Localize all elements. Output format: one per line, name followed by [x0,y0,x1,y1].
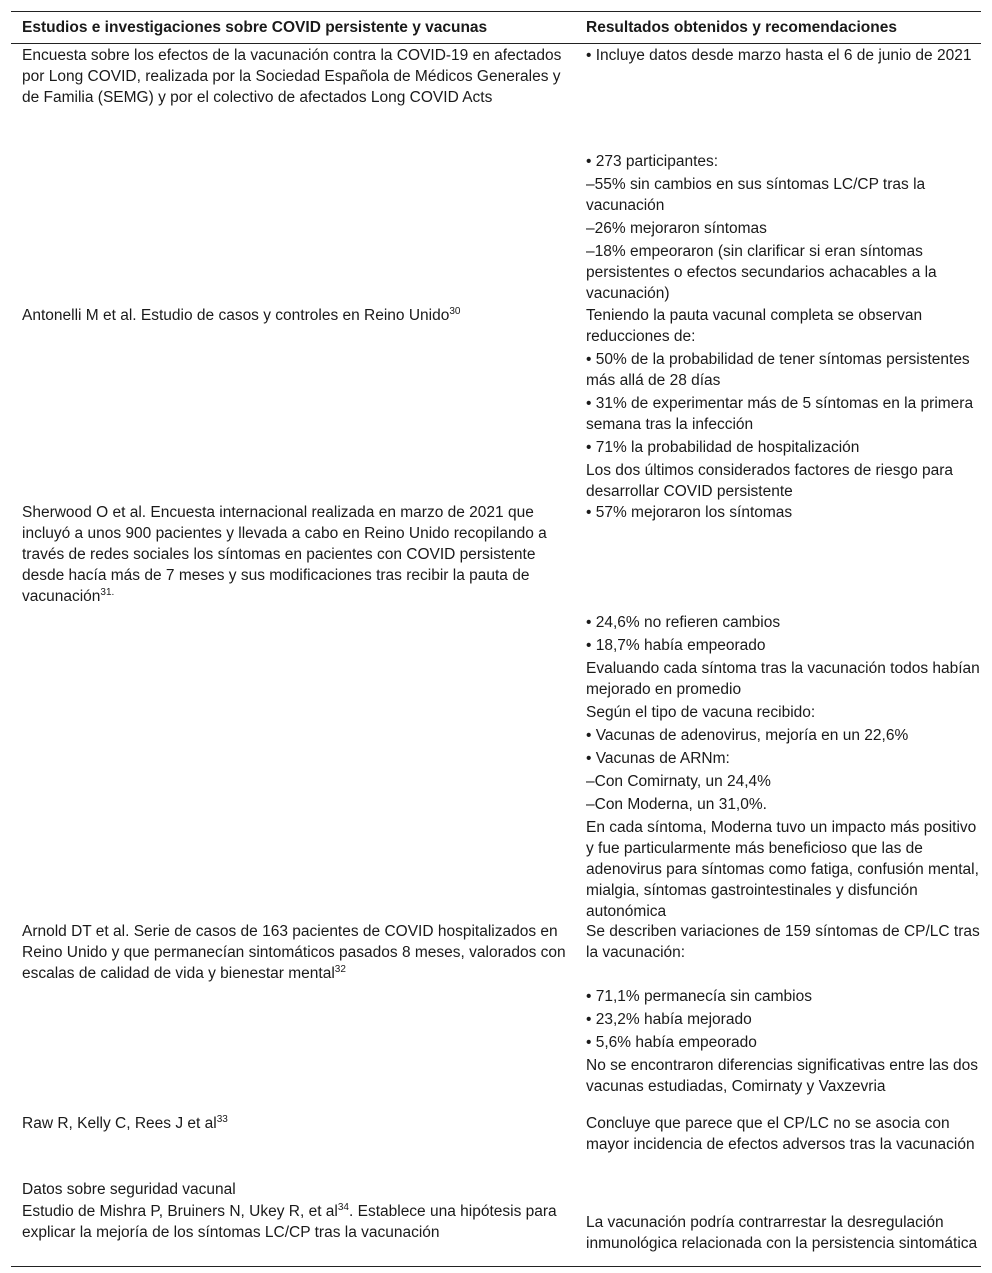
reference-sup: 32 [334,963,346,975]
result-line: • 273 participantes: [586,153,719,170]
reference-sup: 33 [216,1113,228,1125]
result-line: • 5,6% había empeorado [586,1034,757,1051]
study-cell [11,985,575,1112]
table-row [11,304,981,501]
table-row [11,1200,981,1266]
result-line: –Con Comirnaty, un 24,4% [586,773,771,790]
result-line: • Incluye datos desde marzo hasta el 6 de junio de 2021 [586,47,972,64]
result-line: Concluye que parece que el CP/LC no se asocia con mayor incidencia de efectos adversos tras la vacunación [586,1115,975,1153]
result-cell [575,44,981,150]
result-line: Según el tipo de vacuna recibido: [586,704,816,721]
study-text [22,305,575,326]
study-text [22,1113,575,1134]
result-cell [575,150,981,304]
study-cell [11,501,575,611]
result-line: En cada síntoma, Moderna tuvo un impacto más positivo y fue particularmente más beneficioso que las de adenovirus para síntomas como fatiga, confusión mental, mialgia, síntomas gastrointestinales y disfunción autonómica [586,819,979,920]
study-text-main: Antonelli M et al. Estudio de casos y controles en Reino Unido [22,307,450,324]
result-line: Los dos últimos considerados factores de riesgo para desarrollar COVID persistente [586,462,954,500]
result-line: Teniendo la pauta vacunal completa se observan reducciones de: [586,307,923,345]
result-line: Se describen variaciones de 159 síntomas de CP/LC tras la vacunación: [586,923,980,961]
table [11,11,981,1267]
study-text-main: Sherwood O et al. Encuesta internacional realizada en marzo de 2021 que incluyó a unos 900 pacientes y llevada a cabo en Reino Unido recopilando a través de redes sociales los síntomas en pacientes con COVID persistente desde hacía más de 7 meses y sus modificaciones tras recibir la pauta de vacunación [22,504,547,605]
study-text-tail: . Establece una hipótesis para explicar la mejoría de los síntomas LC/CP tras la vacunación [22,1203,557,1241]
study-text: Encuesta sobre los efectos de la vacunación contra la COVID-19 en afectados por Long COVID, realizada por la Sociedad Española de Médicos Generales y de Familia (SEMG) y por el colectivo de afectados Long COVID Acts [22,47,562,106]
result-line: Evaluando cada síntoma tras la vacunación todos habían mejorado en promedio [586,660,980,698]
study-text [22,1201,575,1243]
result-line: –55% sin cambios en sus síntomas LC/CP tras la vacunación [586,176,926,214]
study-text [22,921,575,984]
study-text-main: Raw R, Kelly C, Rees J et al [22,1115,217,1132]
result-cell [575,1200,981,1266]
study-cell [11,1200,575,1266]
result-line: • 23,2% había mejorado [586,1011,752,1028]
table-row [11,1178,981,1200]
result-cell [575,1112,981,1178]
result-cell [575,611,981,920]
result-line: No se encontraron diferencias significativas entre las dos vacunas estudiadas, Comirnaty y Vaxzevria [586,1057,979,1095]
result-line: • 24,6% no refieren cambios [586,614,781,631]
study-text [22,502,575,607]
reference-sup: 31. [100,586,115,598]
result-line: • Vacunas de ARNm: [586,750,730,767]
reference-sup: 30 [449,305,461,317]
result-line: • 18,7% había empeorado [586,637,766,654]
study-cell [11,1178,575,1200]
result-line: • 31% de experimentar más de 5 síntomas en la primera semana tras la infección [586,395,974,433]
study-cell [11,920,575,985]
study-text-main: Arnold DT et al. Serie de casos de 163 pacientes de COVID hospitalizados en Reino Unido y que permanecían sintomáticos pasados 8 meses, valorados con escalas de calidad de vida y bienestar mental [22,923,566,982]
result-cell [575,985,981,1112]
study-cell [11,1112,575,1178]
result-line: • 57% mejoraron los síntomas [586,504,793,521]
table-row [11,501,981,611]
study-text-main: Estudio de Mishra P, Bruiners N, Ukey R, et al [22,1203,338,1220]
reference-sup: 34 [337,1201,349,1213]
table-row [11,1112,981,1178]
study-cell [11,150,575,304]
section-label: Datos sobre seguridad vacunal [22,1181,236,1198]
result-line: • Vacunas de adenovirus, mejoría en un 22,6% [586,727,909,744]
table-row [11,985,981,1112]
table-row [11,611,981,920]
header-col-results: Resultados obtenidos y recomendaciones [586,18,897,36]
table-row [11,920,981,985]
study-cell [11,304,575,501]
result-cell [575,304,981,501]
study-cell [11,44,575,150]
result-line: –Con Moderna, un 31,0%. [586,796,767,813]
result-line: –26% mejoraron síntomas [586,220,767,237]
table-row [11,44,981,150]
result-line: • 50% de la probabilidad de tener síntomas persistentes más allá de 28 días [586,351,970,389]
header-col-studies: Estudios e investigaciones sobre COVID persistente y vacunas [22,18,488,36]
table-header [11,12,981,44]
table-row [11,150,981,304]
study-cell [11,611,575,920]
result-cell [575,501,981,611]
result-cell [575,920,981,985]
result-line: • 71% la probabilidad de hospitalización [586,439,860,456]
result-line: La vacunación podría contrarrestar la desregulación inmunológica relacionada con la persistencia sintomática [586,1214,978,1252]
result-cell [575,1178,981,1200]
result-line: • 71,1% permanecía sin cambios [586,988,812,1005]
result-line: –18% empeoraron (sin clarificar si eran síntomas persistentes o efectos secundarios achacables a la vacunación) [586,243,937,302]
